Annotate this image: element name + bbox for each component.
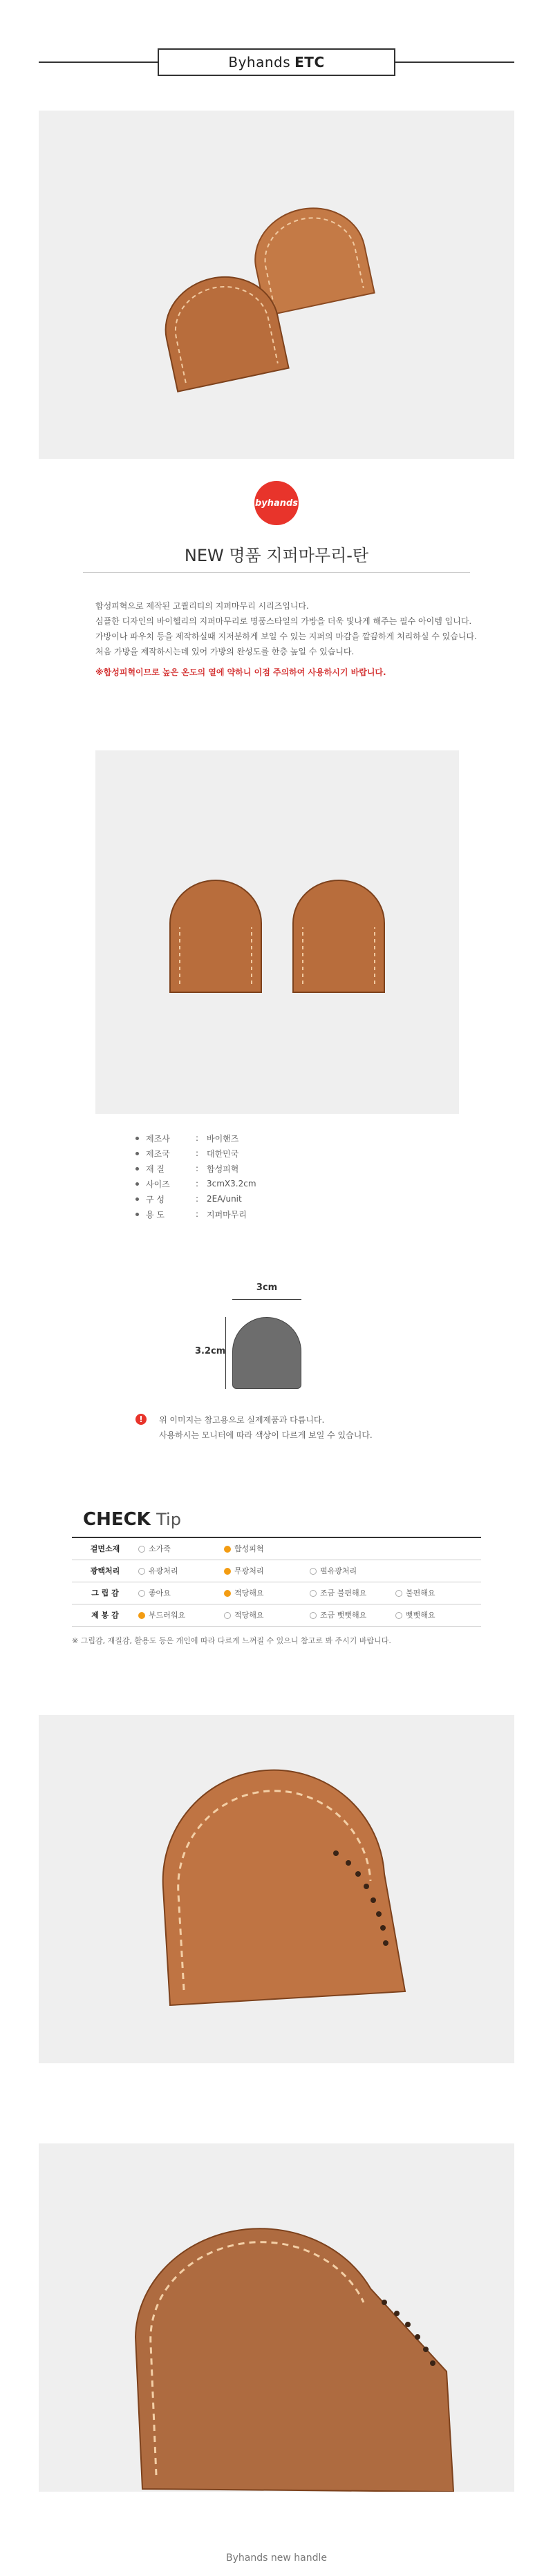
product-title: NEW 명품 지퍼마무리-탄 [184,546,369,565]
check-note: ※ 그립감, 재질감, 활용도 등은 개인에 따라 다르게 느껴질 수 있으니 참고로 봐 주시기 바랍니다. [72,1636,391,1645]
footer-text: Byhands new handle [226,2553,327,2564]
section-header [39,48,514,76]
check-tip-table [72,1537,481,1627]
radio-selected-icon [138,1612,145,1619]
check-option: 적당해요 [224,1604,310,1626]
check-option: 펄유광처리 [310,1560,395,1582]
dimension-tab-shape [232,1317,301,1389]
image-notice [135,1412,467,1443]
heat-warning: ※합성피혁이므로 높은 온도의 열에 약하니 이점 주의하여 사용하시기 바랍니다. [95,667,386,677]
leather-tabs-illustration [39,111,514,459]
description-line: 가방이나 파우치 등을 제작하실때 지저분하게 보일 수 있는 지퍼의 마감을 깔끔하게 처리하실 수 있습니다. [95,632,477,641]
spec-key: 용 도 [146,1209,165,1220]
notice-line: 위 이미지는 참고용으로 실제제품과 다릅니다. [159,1415,325,1425]
header-title-box [158,48,395,76]
product-photo-main [39,111,514,459]
check-row-label: 그 립 감 [91,1589,119,1598]
check-row [72,1604,481,1626]
spec-value: 바이핸즈 [207,1133,239,1144]
check-option: 유광처리 [138,1560,224,1582]
check-option-selected: 부드러워요 [138,1604,224,1626]
leather-tab-closeup-illustration [39,1715,514,2063]
radio-icon [310,1590,317,1597]
spec-row: 제조사 : 바이핸즈 [135,1130,256,1146]
dimension-height-label: 3.2cm [195,1346,226,1356]
product-photo-closeup-1 [39,1715,514,2063]
check-row [72,1537,481,1560]
radio-icon [310,1568,317,1575]
radio-selected-icon [224,1568,231,1575]
radio-icon [138,1546,145,1553]
product-photo-closeup-2 [39,2143,514,2492]
check-tip-title [83,1509,181,1530]
spec-key: 재 질 [146,1164,165,1174]
radio-icon [395,1590,402,1597]
notice-line: 사용하시는 모니터에 따라 색상이 다르게 보일 수 있습니다. [159,1430,373,1440]
header-rule-right [395,61,514,63]
description-line: 처음 가방을 제작하시는데 있어 가방의 완성도를 한층 높일 수 있습니다. [95,647,355,656]
radio-icon [138,1568,145,1575]
spec-key: 구 성 [146,1194,165,1204]
leather-tabs-pair-illustration [95,750,459,1114]
check-option-selected: 합성피혁 [224,1537,310,1560]
spec-value: 2EA/unit [207,1194,242,1204]
radio-selected-icon [224,1590,231,1597]
check-option: 소가죽 [138,1537,224,1560]
spec-value: 3cmX3.2cm [207,1179,256,1188]
product-description [95,598,482,659]
radio-icon [310,1612,317,1619]
header-rule-left [39,61,158,63]
spec-row: 사이즈 : 3cmX3.2cm [135,1176,256,1191]
spec-row: 제조국 : 대한민국 [135,1146,256,1161]
leather-tab-closeup-2-illustration [39,2143,514,2492]
radio-selected-icon [224,1546,231,1553]
dimension-height-line [225,1317,226,1389]
alert-icon: ! [135,1414,147,1425]
header-category: ETC [294,54,325,70]
check-option: 뻣뻣해요 [395,1604,481,1626]
spec-list [135,1130,256,1222]
check-title-bold: CHECK [83,1509,151,1530]
spec-key: 제조사 [146,1133,170,1144]
dimension-width-line [232,1299,301,1300]
spec-value: 대한민국 [207,1148,239,1159]
byhands-logo: byhands [254,481,299,525]
description-line: 심플한 디자인의 바이헬리의 지퍼마무리로 명품스타일의 가방을 더욱 빛나게 해주는 필수 아이템 입니다. [95,616,472,626]
check-option: 조금 불편해요 [310,1582,395,1604]
check-option: 조금 뻣뻣해요 [310,1604,395,1626]
check-option-selected: 무광처리 [224,1560,310,1582]
check-row [72,1560,481,1582]
check-row-label: 광택처리 [90,1566,120,1575]
dimension-width-label: 3cm [256,1282,278,1293]
check-row-label: 제 봉 감 [91,1611,119,1620]
radio-icon [395,1612,402,1619]
header-brand: Byhands [228,54,291,70]
radio-icon [224,1612,231,1619]
spec-value: 합성피혁 [207,1164,239,1174]
check-row [72,1582,481,1604]
check-option-selected: 적당해요 [224,1582,310,1604]
check-row-label: 겉면소재 [90,1544,120,1554]
spec-value: 지퍼마무리 [207,1209,247,1220]
radio-icon [138,1590,145,1597]
title-divider [83,572,470,573]
spec-key: 제조국 [146,1148,170,1159]
spec-row: 용 도 : 지퍼마무리 [135,1206,256,1222]
description-line: 합성피혁으로 제작된 고퀄리티의 지퍼마무리 시리즈입니다. [95,601,309,611]
spec-key: 사이즈 [146,1179,170,1189]
check-option: 좋아요 [138,1582,224,1604]
spec-row: 재 질 : 합성피혁 [135,1161,256,1176]
product-photo-pair [95,750,459,1114]
spec-row: 구 성 : 2EA/unit [135,1191,256,1206]
check-title-rest: Tip [156,1510,181,1529]
check-option: 불편해요 [395,1582,481,1604]
